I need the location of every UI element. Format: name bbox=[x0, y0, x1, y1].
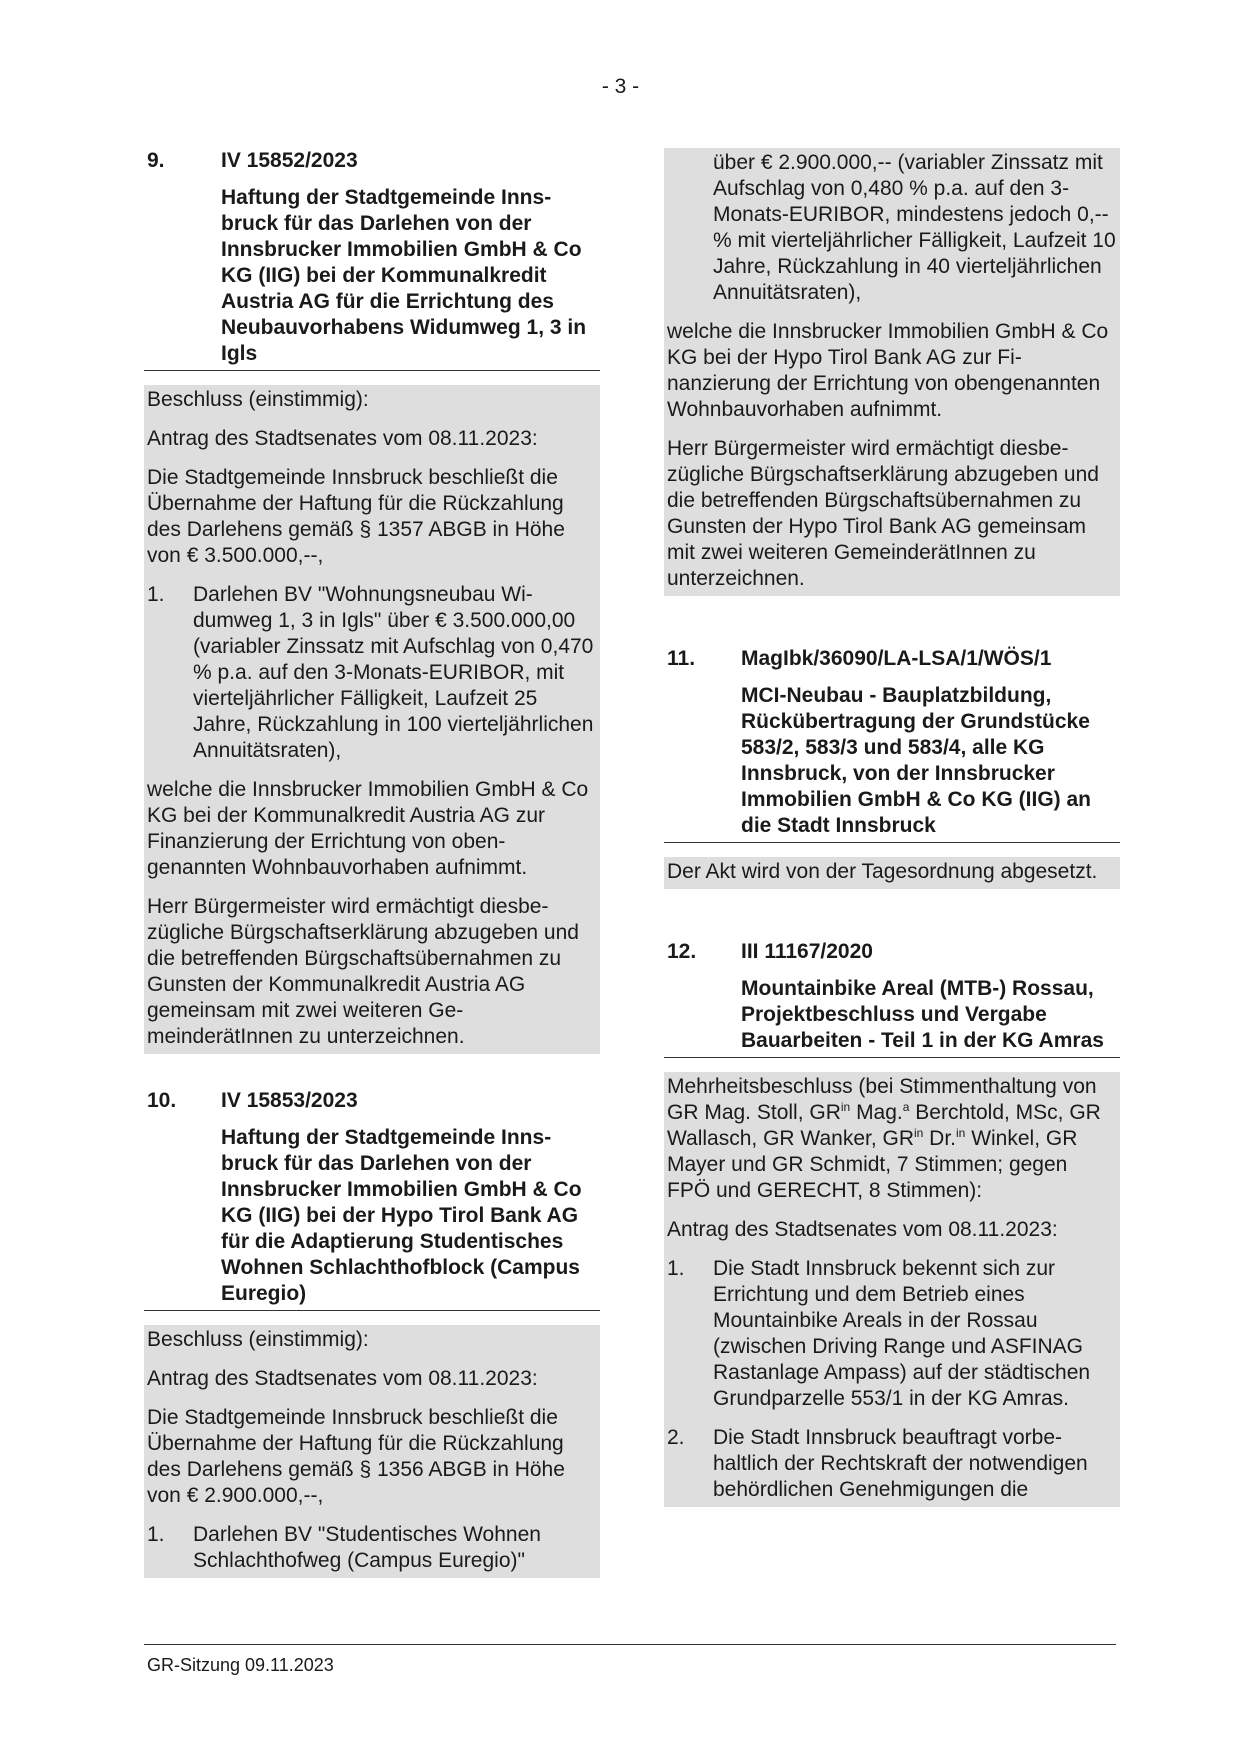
item-10-resolution bbox=[144, 1325, 600, 1578]
list-number: 1. bbox=[667, 1257, 685, 1280]
item-10-divider bbox=[144, 1310, 600, 1311]
list-text: Die Stadt Innsbruck beauftragt vorbehaltlich der Rechtskraft der notwendigen behördlichen Genehmigungen die bbox=[713, 1426, 1088, 1501]
item-10-title: Haftung der Stadtgemeinde Innsbruck für das Darlehen von der Innsbrucker Immobilien GmbH & Co KG (IIG) bei der Hypo Tirol Bank AG für die Adaptierung Studentisches Wohnen Schlachthofblock (Campus Euregio) bbox=[221, 1126, 582, 1305]
item-12-motion: Antrag des Stadtsenates vom 08.11.2023: bbox=[667, 1218, 1058, 1241]
item-9-number: 9. bbox=[147, 149, 165, 172]
item-10-paragraph-2: welche die Innsbrucker Immobilien GmbH & Co KG bei der Hypo Tirol Bank AG zur Finanzierung der Errichtung von obengenannten Wohnbauvorhaben aufnimmt. bbox=[667, 320, 1109, 421]
item-10-decision: Beschluss (einstimmig): bbox=[147, 1328, 369, 1351]
item-11-divider bbox=[664, 842, 1120, 843]
item-12-header bbox=[667, 939, 1120, 1056]
item-11-reference: MagIbk/36090/LA-LSA/1/WÖS/1 bbox=[741, 647, 1052, 670]
list-number: 1. bbox=[147, 1523, 165, 1546]
list-text: Darlehen BV "Studentisches Wohnen Schlachthofweg (Campus Euregio)" bbox=[193, 1523, 541, 1572]
item-9-reference: IV 15852/2023 bbox=[221, 149, 358, 172]
item-9-list-item-1 bbox=[147, 582, 596, 764]
right-column bbox=[664, 148, 1120, 1507]
item-10-list-item-1 bbox=[147, 1522, 596, 1574]
item-9-decision: Beschluss (einstimmig): bbox=[147, 388, 369, 411]
item-10-reference: IV 15853/2023 bbox=[221, 1089, 358, 1112]
item-10-paragraph-1: Die Stadtgemeinde Innsbruck beschließt die Übernahme der Haftung für die Rückzahlung des Darlehens gemäß § 1356 ABGB in Höhe von € 2.900.000,--, bbox=[147, 1406, 565, 1507]
item-12-reference: III 11167/2020 bbox=[741, 940, 873, 963]
item-11-number: 11. bbox=[667, 647, 696, 670]
item-12-list-item-2 bbox=[667, 1425, 1116, 1503]
item-9-paragraph-2: welche die Innsbrucker Immobilien GmbH & Co KG bei der Kommunalkredit Austria AG zur Finanzierung der Errichtung von obengenannten Wohnbauvorhaben aufnimmt. bbox=[147, 778, 589, 879]
item-10-list-item-1-continued bbox=[667, 150, 1116, 306]
item-10-motion: Antrag des Stadtsenates vom 08.11.2023: bbox=[147, 1367, 538, 1390]
footer-divider bbox=[144, 1644, 1116, 1645]
item-10-resolution-continued bbox=[664, 148, 1120, 596]
item-11-title: MCI-Neubau - Bauplatzbildung, Rückübertragung der Grundstücke 583/2, 583/3 und 583/4, alle KG Innsbruck, von der Innsbrucker Immobilien GmbH & Co KG (IIG) an die Stadt Innsbruck bbox=[741, 684, 1092, 837]
item-10-number: 10. bbox=[147, 1089, 177, 1112]
item-12-resolution bbox=[664, 1072, 1120, 1507]
item-12-list-item-1 bbox=[667, 1256, 1116, 1412]
item-9-title: Haftung der Stadtgemeinde Innsbruck für das Darlehen von der Innsbrucker Immobilien GmbH & Co KG (IIG) bei der Kommunalkredit Austria AG für die Errichtung des Neubauvorhabens Widumweg 1, 3 in Igls bbox=[221, 186, 587, 365]
item-12-divider bbox=[664, 1057, 1120, 1058]
item-11-resolution bbox=[664, 857, 1120, 889]
item-9-paragraph-1: Die Stadtgemeinde Innsbruck beschließt die Übernahme der Haftung für die Rückzahlung des Darlehens gemäß § 1357 ABGB in Höhe von € 3.500.000,--, bbox=[147, 466, 565, 567]
item-10-paragraph-3: Herr Bürgermeister wird ermächtigt diesbezügliche Bürgschaftserklärung abzugeben und die betreffenden Bürgschaftsübernahmen zu Gunsten der Hypo Tirol Bank AG gemeinsam mit zwei weiteren GemeinderätInnen zu unterzeichnen. bbox=[667, 437, 1099, 590]
item-12-title: Mountainbike Areal (MTB-) Rossau, Projektbeschluss und Vergabe Bauarbeiten - Teil 1 in der KG Amras bbox=[741, 977, 1104, 1052]
item-12-decision: Mehrheitsbeschluss (bei Stimmenthaltung von GR Mag. Stoll, $GR^{in}$ Mag.$^a$ Berchtold, MSc, GR Wallasch, GR Wanker, $GR^{in}$ Dr.$^{in}$ Winkel, GR Mayer und GR Schmidt, 7 Stimmen; gegen FPÖ und GERECHT, 8 Stimmen): bbox=[667, 1075, 1101, 1202]
left-column bbox=[144, 148, 600, 1578]
list-text: Darlehen BV "Wohnungsneubau Widumweg 1, 3 in Igls" über € 3.500.000,00 (variabler Zinssatz mit Aufschlag von 0,470 % p.a. auf den 3-Monats-EURIBOR, mit vierteljährlicher Fälligkeit, Laufzeit 25 Jahre, Rückzahlung in 100 vierteljährlichen Annuitätsraten), bbox=[193, 583, 594, 762]
item-9-motion: Antrag des Stadtsenates vom 08.11.2023: bbox=[147, 427, 538, 450]
item-12-number: 12. bbox=[667, 940, 697, 963]
item-10-header bbox=[147, 1088, 600, 1309]
list-number: 2. bbox=[667, 1426, 685, 1449]
item-9-paragraph-3: Herr Bürgermeister wird ermächtigt diesbezügliche Bürgschaftserklärung abzugeben und die betreffenden Bürgschaftsübernahmen zu Gunsten der Kommunalkredit Austria AG gemeinsam mit zwei weiteren GemeinderätInnen zu unterzeichnen. bbox=[147, 895, 579, 1048]
list-text: Die Stadt Innsbruck bekennt sich zur Errichtung und dem Betrieb eines Mountainbike Areals in der Rossau (zwischen Driving Range und ASFINAG Rastanlage Ampass) auf der städtischen Grundparzelle 553/1 in der KG Amras. bbox=[713, 1257, 1091, 1410]
page-number: - 3 - bbox=[601, 75, 640, 98]
item-9-resolution bbox=[144, 385, 600, 1054]
item-11-decision: Der Akt wird von der Tagesordnung abgesetzt. bbox=[667, 860, 1098, 883]
item-11-header bbox=[667, 646, 1120, 841]
footer-session-date: GR-Sitzung 09.11.2023 bbox=[147, 1655, 334, 1675]
list-number: 1. bbox=[147, 583, 165, 606]
item-9-divider bbox=[144, 370, 600, 371]
item-9-header bbox=[147, 148, 600, 369]
list-text: über € 2.900.000,-- (variabler Zinssatz mit Aufschlag von 0,480 % p.a. auf den 3-Monats-EURIBOR, mindestens jedoch 0,-- % mit vierteljährlicher Fälligkeit, Laufzeit 10 Jahre, Rückzahlung in 40 vierteljährlichen Annuitätsraten), bbox=[713, 151, 1116, 304]
